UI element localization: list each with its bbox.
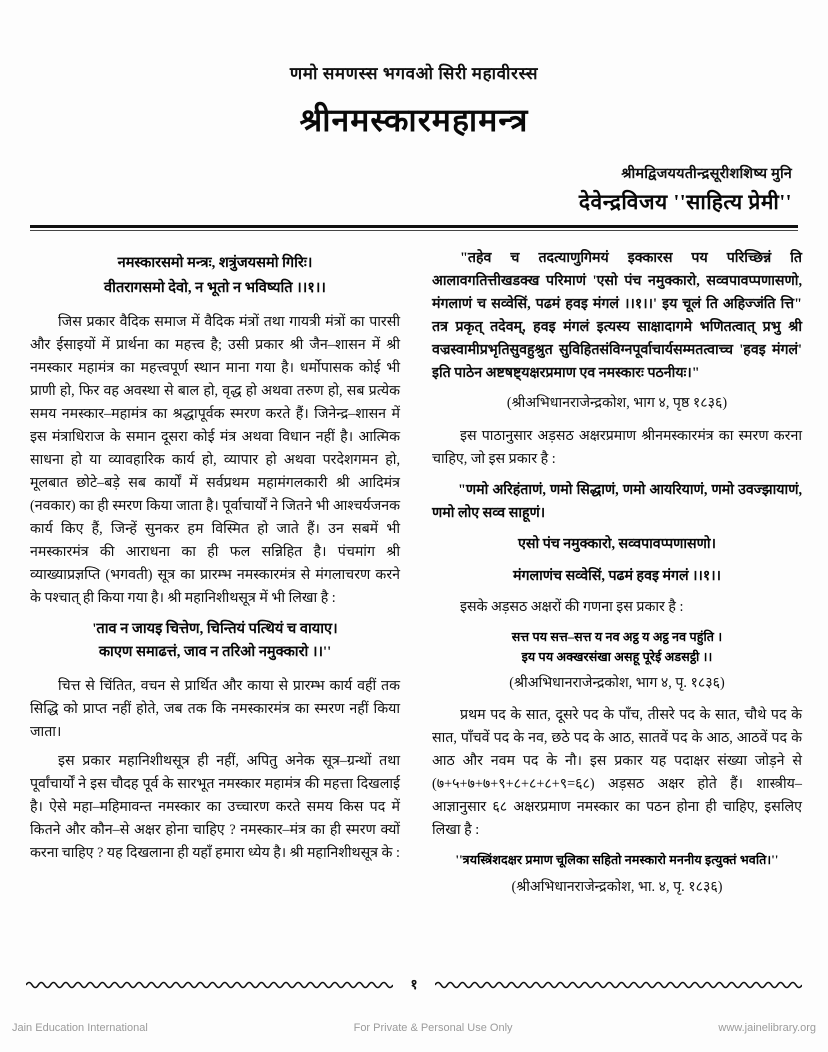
footer-ornament-rule bbox=[0, 975, 828, 994]
left-column bbox=[30, 243, 400, 870]
final-quotation: ''त्रयस्त्रिंशदक्षर प्रमाण चूलिका सहितो नमस्कारो मननीय इत्युक्तं भवति।'' bbox=[455, 853, 779, 868]
footer-usage-notice: For Private & Personal Use Only bbox=[353, 1022, 513, 1034]
right-paragraph-3: प्रथम पद के सात, दूसरे पद के पाँच, तीसरे पद के सात, चौथे पद के सात, पाँचवें पद के नव, छठे पद के आठ, सातवें पद के आठ, आठवें पद के आठ और नवम पद के नौ। इस प्रकार यह पदाक्षर संख्या जोड़ने से (७+५+७+७+९+८+८+८+९=६८) अड़सठ अक्षर होते हैं। शास्त्रीय–आज्ञानुसार ६८ अक्षरप्रमाण नमस्कार का पठन होना ही चाहिए, इसलिए लिखा है : bbox=[432, 707, 802, 839]
right-column bbox=[432, 243, 802, 907]
gatha-verse-line-1: सत्त पय सत्त–सत्त य नव अट्ठ य अट्ठ नव पहुंति । bbox=[511, 629, 723, 644]
byline-author-name: देवेन्द्रविजय ''साहित्य प्रेमी'' bbox=[578, 190, 792, 215]
left-paragraph-2: चित्त से चिंतित, वचन से प्रार्थित और काया से प्रारम्भ कार्य वहीं तक सिद्धि को प्राप्त नहीं होते, जब तक कि नमस्कारमंत्र का स्मरण नहीं किया जाता। bbox=[30, 677, 400, 740]
squiggle-left-icon bbox=[26, 978, 393, 992]
page-number: १ bbox=[410, 978, 418, 993]
mahanishith-verse bbox=[30, 618, 400, 665]
left-paragraph-1: जिस प्रकार वैदिक समाज में वैदिक मंत्रों तथा गायत्री मंत्रों का पारसी और ईसाइयों में प्रार्थना का महत्त्व है; उसी प्रकार श्री जैन–शासन में श्री नमस्कार महामंत्र का महत्त्वपूर्ण स्थान माना गया है। धर्मोपासक कोई भी प्राणी हो, फिर वह अवस्था से बाल हो, वृद्ध हो अथवा तरुण हो, सब प्रत्येक समय नमस्कार–महामंत्र का श्रद्धापूर्वक स्मरण करते हैं। जिनेन्द्र–शासन में इस मंत्राधिराज के समान दूसरा कोई मंत्र अथवा विधान नहीं है। आत्मिक साधना हो या व्यावहारिक कार्य हो, व्यापार हो अथवा परदेशगमन हो, मूलबात छोटे–बड़े सब कार्यों में सर्वप्रथम महामंगलकारी श्री आदिमंत्र (नवकार) का ही स्मरण किया जाता है। पूर्वाचार्यों ने जितने भी आश्चर्यजनक कार्य किए हैं, जिन्हें सुनकर हम विस्मित हो जाते हैं। उन सबमें भी नमस्कारमंत्र की आराधना का ही फल सन्निहित है। पंचमांग श्री व्याख्याप्रज्ञप्ति (भगवती) सूत्र का प्रारम्भ नमस्कारमंत्र से मंगलाचरण करने के पश्चात् ही किया गया है। श्री महानिशीथसूत्र में भी लिखा है : bbox=[30, 313, 400, 606]
footer-organization: Jain Education International bbox=[12, 1022, 148, 1034]
citation-3: (श्रीअभिधानराजेन्द्रकोश, भा. ४, पृ. १८३६) bbox=[511, 878, 723, 895]
footer-website-link[interactable]: www.jainelibrary.org bbox=[718, 1022, 816, 1034]
citation-1: (श्रीअभिधानराजेन्द्रकोश, भाग ४, पृष्ठ १८३६) bbox=[506, 395, 728, 412]
author-byline bbox=[0, 163, 828, 216]
mahanishith-verse-line-2: काएण समाढत्तं, जाव न तरिओ नमुक्कारो ।।'' bbox=[98, 644, 332, 661]
byline-lineage: श्रीमद्विजययतीन्द्रसूरीशशिष्य मुनि bbox=[621, 166, 792, 183]
right-paragraph-2: इसके अड़सठ अक्षरों की गणना इस प्रकार है : bbox=[460, 598, 684, 615]
squiggle-right-icon bbox=[435, 978, 802, 992]
citation-2: (श्रीअभिधानराजेन्द्रकोश, भाग ४, पृ. १८३६) bbox=[509, 675, 725, 692]
left-paragraph-3: इस प्रकार महानिशीथसूत्र ही नहीं, अपितु अनेक सूत्र–ग्रन्थों तथा पूर्वांचार्यों ने इस चौदह पूर्व के सारभूत नमस्कार महामंत्र की महत्ता दिखलाई है। ऐसे महा–महिमावन्त नमस्कार का उच्चारण करते समय किस पद में कितने और कौन–से अक्षर होना चाहिए ? नमस्कार–मंत्र का ही स्मरण क्यों करना चाहिए ? यह दिखलाना ही यहाँ हमारा ध्येय है। श्री महानिशीथसूत्र के : bbox=[30, 752, 400, 861]
opening-verse-line-1: नमस्कारसमो मन्त्रः, शत्रुंजयसमो गिरिः। bbox=[117, 255, 313, 272]
mahanishith-verse-line-1: 'ताव न जायइ चित्तेण, चिन्तियं पत्थियं च वायाए। bbox=[92, 620, 338, 637]
two-column-body bbox=[0, 243, 828, 907]
navkar-mantra-line-1: "णमो अरिहंताणं, णमो सिद्धाणं, णमो आयरियाणं, णमो उवज्झायाणं, णमो लोए सव्व साहूणं। bbox=[432, 481, 802, 521]
gatha-verse-line-2: इय पय अक्खरसंखा असहू पूरेई अडसट्ठी ।। bbox=[521, 649, 713, 664]
page-title: श्रीनमस्कारमहामन्त्र bbox=[299, 101, 529, 140]
opening-verse-line-2: वीतरागसमो देवो, न भूतो न भविष्यति ।।१।। bbox=[104, 280, 326, 297]
navkar-mantra-line-3: मंगलाणंच सव्वेसिं, पढमं हवइ मंगलं ।।१।। bbox=[512, 567, 722, 584]
header-divider-rule bbox=[30, 225, 798, 231]
right-paragraph-1: इस पाठानुसार अड़सठ अक्षरप्रमाण श्रीनमस्कारमंत्र का स्मरण करना चाहिए, जो इस प्रकार है : bbox=[432, 427, 802, 467]
invocation-line: णमो समणस्स भगवओ सिरी महावीरस्स bbox=[289, 64, 539, 83]
gatha-verse bbox=[432, 627, 802, 667]
navkar-mantra-line-2: एसो पंच नमुक्कारो, सव्वपावप्पणासणो। bbox=[518, 536, 716, 553]
page-header bbox=[0, 0, 828, 141]
footer-metadata bbox=[0, 1022, 828, 1034]
agama-quotation: "तहेव च तदत्याणुगिमयं इक्कारस पय परिच्छिन्नं ति आलावगतित्तीखडक्ख परिमाणं 'एसो पंच नमुक्कारो, सव्वपावप्पणासणो, मंगलाणं च सव्वेसिं, पढमं हवइ मंगलं ।।१।।' इय चूलं ति अहिज्जंति त्ति" तत्र प्रकृत् तदेवम्, हवइ मंगलं इत्यस्य साक्षादागमे भणितत्वात् प्रभु श्री वज्रस्वामीप्रभृतिसुवहुश्रुत सुविहितसंविग्नपूर्वाचार्यसम्मतत्वाच्च 'हवइ मंगलं' इति पाठेन अष्टषष्ट्यक्षरप्रमाण एव नमस्कारः पठनीयः।" bbox=[432, 250, 802, 382]
opening-verse bbox=[30, 251, 400, 301]
